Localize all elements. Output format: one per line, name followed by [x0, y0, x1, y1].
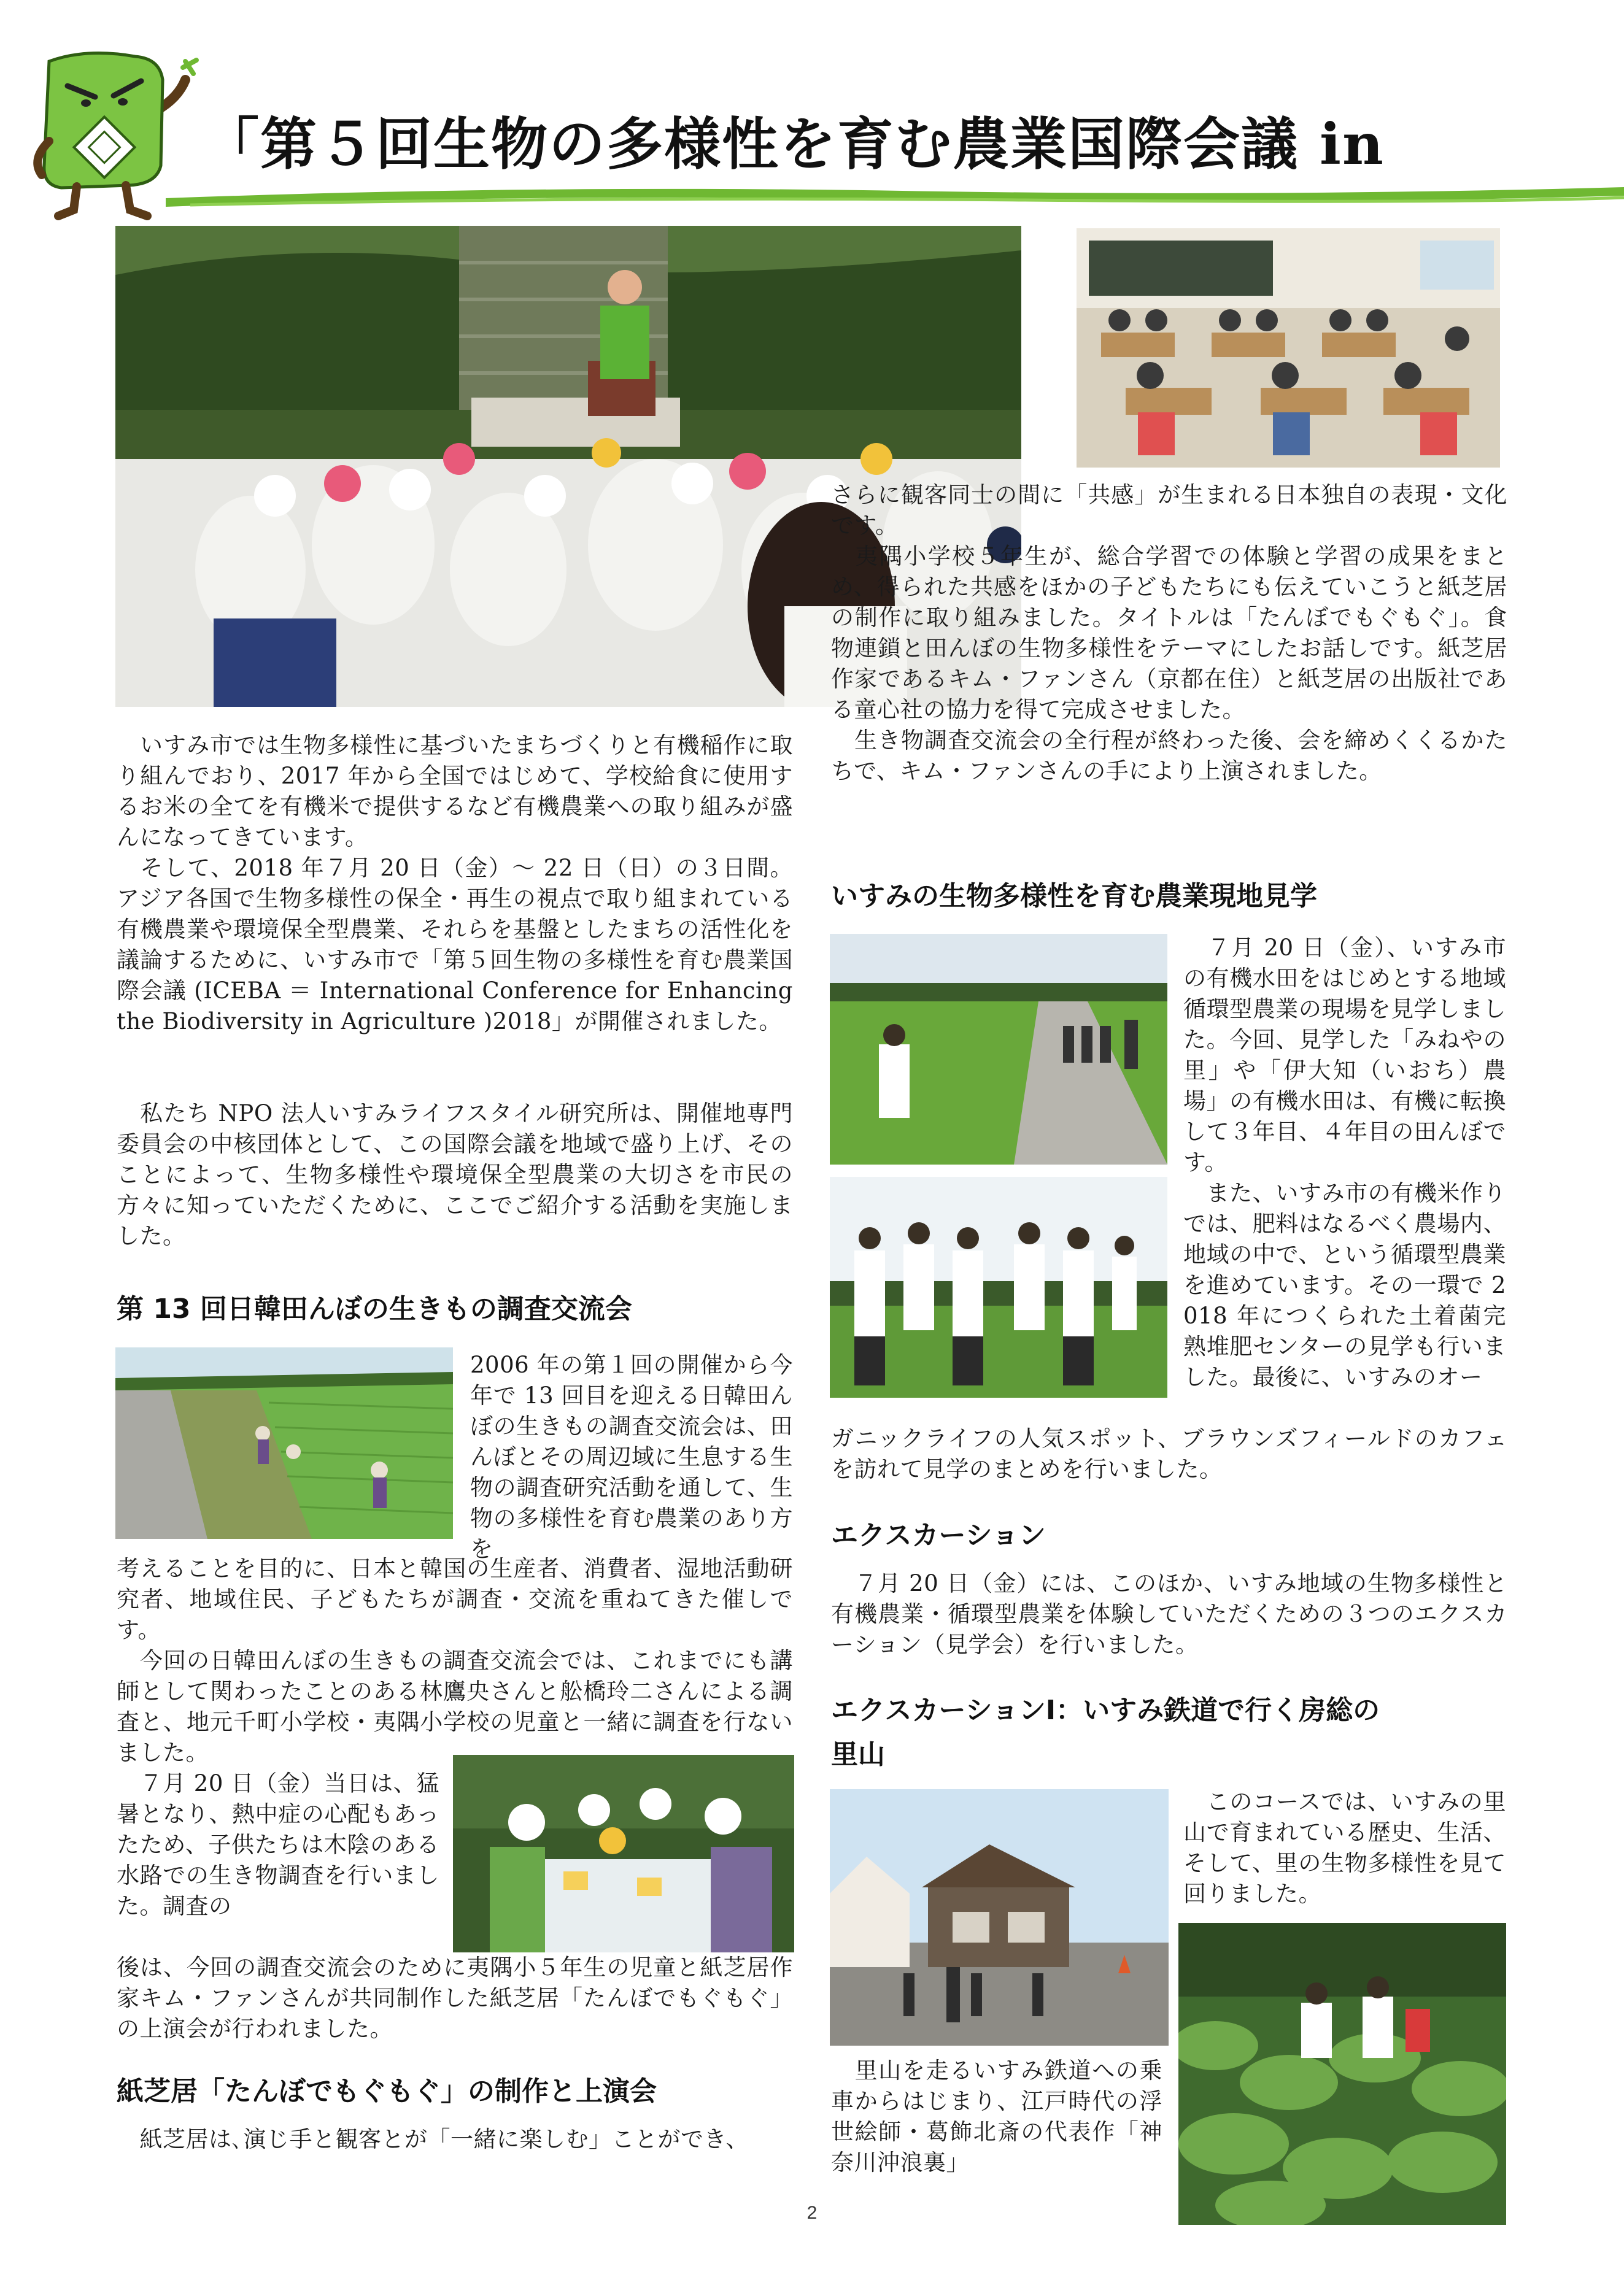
heading-kamishibai: 紙芝居「たんぼでもぐもぐ」の制作と上演会	[117, 2076, 657, 2107]
photo-farm-tour-road	[830, 934, 1167, 1165]
photo-farm-tour-group	[830, 1177, 1167, 1398]
intro-paragraph-1: いすみ市では生物多様性に基づいたまちづくりと有機稲作に取り組んでおり、2017 年から全国ではじめて、学校給食に使用するお米の全てを有機米で提供するなど有機農業への取り組みが盛んになってきています。 そして、2018 年７月 20 日（金）～ 22 日（日）の３日間。アジア各国で生物多様性の保全・再生の視点で取り組まれている有機農業や環境保全型農業、それらを基盤としたまちの活性化を議論するために、いすみ市で「第５回生物の多様性を育む農業国際会議 (ICEBA ＝ International Conference for Enhancing the Biodiversity in Agriculture )2018」が開催されました。	[117, 732, 793, 1034]
exchange-paragraph-1-beside: 2006 年の第１回の開催から今年で 13 回目を迎える日韓田んぼの生きもの調査交流会は、田んぼとその周辺域に生息する生物の調査研究活動を通して、生物の多様性を育む農業のあり方を	[470, 1352, 793, 1562]
kamishibai-paragraph-right: さらに観客同士の間に「共感」が生まれる日本独自の表現・文化です。 夷隅小学校５年生が、総合学習での体験と学習の成果をまとめ、得られた共感をほかの子どもたちにも伝えていこうと紙芝居の制作に取り組みました。タイトルは「たんぼでもぐもぐ」。食物連鎖と田んぼの生物多様性をテーマにしたお話しです。紙芝居作家であるキム・ファンさん（京都在住）と紙芝居の出版社である童心社の協力を得て完成させました。 生き物調査交流会の全行程が終わった後、会を締めくくるかたちで、キム・ファンさんの手により上演されました。	[831, 482, 1507, 784]
heading-exchange: 第 13 回日韓田んぼの生きもの調査交流会	[117, 1293, 632, 1325]
page-number: 2	[806, 2203, 818, 2223]
heading-excursion: エクスカーション	[831, 1520, 1046, 1551]
page-title: 「第５回生物の多様性を育む農業国際会議 in	[203, 111, 1385, 177]
photo-rice-field-survey	[115, 1347, 453, 1539]
excursion-1-paragraph-1: このコースでは、いすみの里山で育まれている歴史、生活、そして、里の生物多様性を見て回りました。	[1183, 1789, 1506, 1907]
photo-survey-table	[453, 1755, 794, 1952]
heading-farm-tour: いすみの生物多様性を育む農業現地見学	[831, 880, 1317, 912]
kamishibai-paragraph-left: 紙芝居は､演じ手と観客とが「一緒に楽しむ」ことができ、	[117, 2126, 749, 2152]
intro-paragraph-2: 私たち NPO 法人いすみライフスタイル研究所は、開催地専門委員会の中核団体として、この国際会議を地域で盛り上げ、そのことによって、生物多様性や環境保全型農業の大切さを市民の方々に知っていただくために、ここでご紹介する活動を実施しました。	[117, 1100, 793, 1249]
exchange-paragraph-2-rest: 後は、今回の調査交流会のために夷隅小５年生の児童と紙芝居作家キム・ファンさんが共同制作した紙芝居「たんぼでもぐもぐ」の上演会が行われました。	[117, 1954, 793, 2042]
photo-lotus-field	[1178, 1923, 1506, 2225]
excursion-1-paragraph-2: 里山を走るいすみ鉄道への乗車からはじまり、江戸時代の浮世絵師・葛飾北斎の代表作「神奈川沖浪裏」	[831, 2057, 1162, 2176]
photo-classroom	[1077, 228, 1500, 468]
photo-isumi-station	[830, 1789, 1169, 2046]
title-underline	[166, 184, 1624, 209]
heading-excursion-1: エクスカーションⅠ：いすみ鉄道で行く房総の 里山	[831, 1695, 1380, 1770]
exchange-paragraph-2-beside: ７月 20 日（金）当日は、猛暑となり、熱中症の心配もあったため、子供たちは木陰のある水路での生き物調査を行いました。調査の	[117, 1770, 439, 1919]
excursion-paragraph: ７月 20 日（金）には、このほか、いすみ地域の生物多様性と有機農業・循環型農業を体験していただくための３つのエクスカーション（見学会）を行いました。	[831, 1570, 1507, 1658]
tour-paragraph-rest: ガニックライフの人気スポット、ブラウンズフィールドのカフェを訪れて見学のまとめを行いました。	[831, 1425, 1507, 1482]
exchange-paragraph-1-rest: 考えることを目的に、日本と韓国の生産者、消費者、湿地活動研究者、地域住民、子どもたちが調査・交流を重ねてきた催しです。 今回の日韓田んぼの生きもの調査交流会では、これまでにも講師として関わったことのある林鷹央さんと舩橋玲二さんによる調査と、地元千町小学校・夷隅小学校の児童と一緒に調査を行ないました。	[117, 1555, 793, 1766]
tour-paragraph-beside: ７月 20 日（金）、いすみ市の有機水田をはじめとする地域循環型農業の現場を見学しました。今回、見学した「みねやの里」や「伊大知（いおち）農場」の有機水田は、有機に転換して３年目、４年目の田んぼです。 また、いすみ市の有機米作りでは、肥料はなるべく農場内、地域の中で、という循環型農業を進めています。その一環で 2018 年につくられた土着菌完熟堆肥センターの見学も行いました。最後に、いすみのオー	[1183, 934, 1506, 1390]
